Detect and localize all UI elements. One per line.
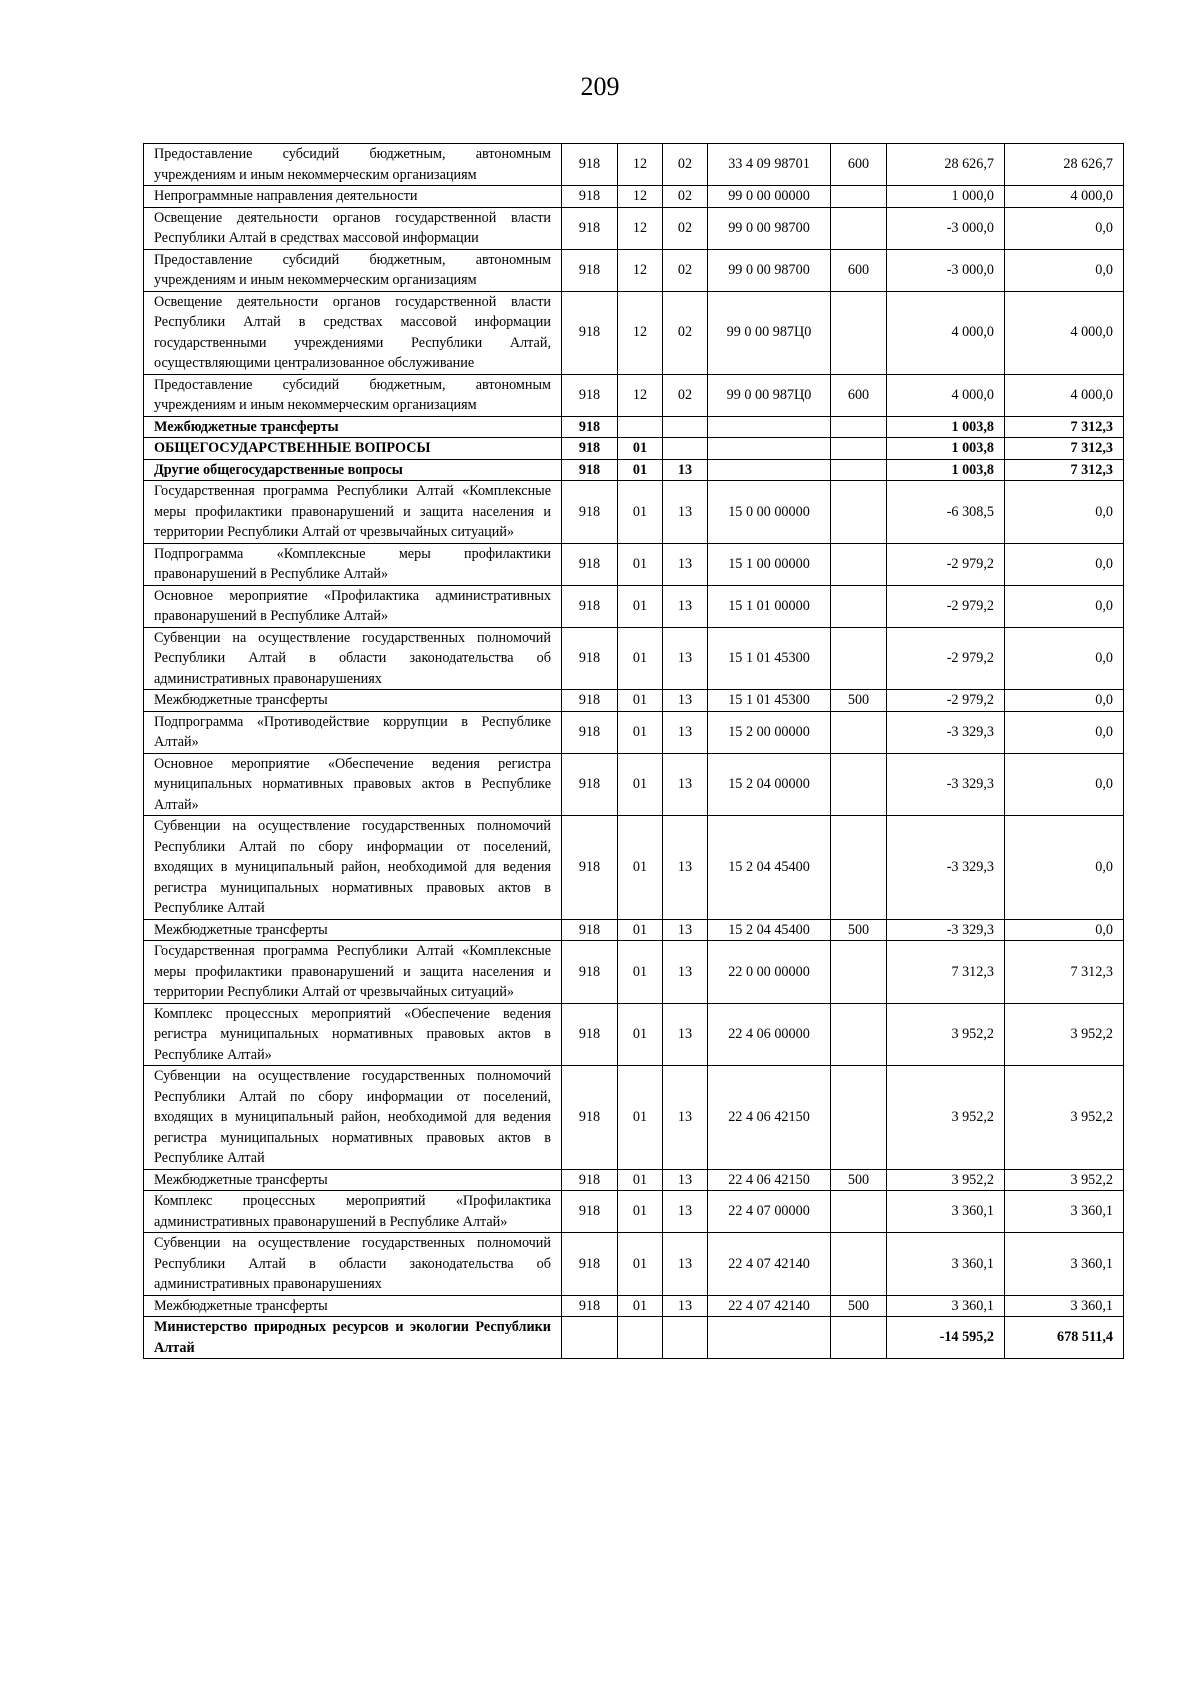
expense-type-cell — [831, 186, 887, 208]
admin-code-cell: 918 — [562, 543, 618, 585]
admin-code-cell: 918 — [562, 711, 618, 753]
item-name-cell: Комплекс процессных мероприятий «Обеспечение ведения регистра муниципальных нормативных правовых актов в Республике Алтай» — [144, 1003, 562, 1066]
expense-type-cell — [831, 941, 887, 1004]
page-number: 209 — [580, 72, 620, 101]
item-name-cell: Межбюджетные трансферты — [144, 1169, 562, 1191]
item-name-cell: Освещение деятельности органов государственной власти Республики Алтай в средствах массовой информации государственными учреждениями Республики Алтай, осуществляющими централизованное обслуживание — [144, 291, 562, 374]
admin-code-cell: 918 — [562, 438, 618, 460]
section-cell: 12 — [618, 144, 663, 186]
amount-total-cell: 0,0 — [1005, 816, 1124, 920]
target-article-cell: 22 4 06 42150 — [708, 1169, 831, 1191]
target-article-cell — [708, 1317, 831, 1359]
amount-change-cell: 4 000,0 — [887, 374, 1005, 416]
target-article-cell: 15 0 00 00000 — [708, 481, 831, 544]
section-cell: 01 — [618, 1066, 663, 1170]
amount-change-cell: 3 952,2 — [887, 1169, 1005, 1191]
expense-type-cell — [831, 291, 887, 374]
table-row — [144, 438, 1124, 460]
amount-total-cell: 0,0 — [1005, 753, 1124, 816]
admin-code-cell — [562, 1317, 618, 1359]
amount-change-cell: -6 308,5 — [887, 481, 1005, 544]
expense-type-cell: 500 — [831, 1169, 887, 1191]
target-article-cell: 22 0 00 00000 — [708, 941, 831, 1004]
table-row — [144, 1317, 1124, 1359]
expense-type-cell: 600 — [831, 249, 887, 291]
amount-total-cell: 0,0 — [1005, 585, 1124, 627]
expense-type-cell — [831, 459, 887, 481]
item-name-cell: Подпрограмма «Противодействие коррупции в Республике Алтай» — [144, 711, 562, 753]
expense-type-cell — [831, 1191, 887, 1233]
amount-change-cell: -3 329,3 — [887, 816, 1005, 920]
table-row — [144, 1191, 1124, 1233]
amount-change-cell: 3 952,2 — [887, 1066, 1005, 1170]
amount-change-cell: -3 000,0 — [887, 207, 1005, 249]
target-article-cell: 99 0 00 987Ц0 — [708, 374, 831, 416]
item-name-cell: Непрограммные направления деятельности — [144, 186, 562, 208]
amount-change-cell: 3 360,1 — [887, 1233, 1005, 1296]
amount-total-cell: 3 360,1 — [1005, 1295, 1124, 1317]
admin-code-cell: 918 — [562, 753, 618, 816]
target-article-cell: 22 4 06 00000 — [708, 1003, 831, 1066]
item-name-cell: Субвенции на осуществление государственных полномочий Республики Алтай по сбору информации от поселений, входящих в муниципальный район, необходимой для ведения регистра муниципальных нормативных правовых актов в Республике Алтай — [144, 1066, 562, 1170]
subsection-cell: 13 — [663, 585, 708, 627]
section-cell: 12 — [618, 249, 663, 291]
amount-total-cell: 0,0 — [1005, 207, 1124, 249]
target-article-cell: 15 2 04 45400 — [708, 816, 831, 920]
item-name-cell: Предоставление субсидий бюджетным, автономным учреждениям и иным некоммерческим организациям — [144, 144, 562, 186]
amount-change-cell: 7 312,3 — [887, 941, 1005, 1004]
section-cell: 01 — [618, 753, 663, 816]
amount-change-cell: -3 329,3 — [887, 753, 1005, 816]
item-name-cell: Предоставление субсидий бюджетным, автономным учреждениям и иным некоммерческим организациям — [144, 249, 562, 291]
amount-change-cell: -3 000,0 — [887, 249, 1005, 291]
section-cell — [618, 416, 663, 438]
subsection-cell: 02 — [663, 249, 708, 291]
table-row — [144, 1233, 1124, 1296]
amount-total-cell: 7 312,3 — [1005, 941, 1124, 1004]
subsection-cell: 13 — [663, 543, 708, 585]
amount-change-cell: 3 360,1 — [887, 1295, 1005, 1317]
admin-code-cell: 918 — [562, 481, 618, 544]
item-name-cell: Другие общегосударственные вопросы — [144, 459, 562, 481]
subsection-cell: 13 — [663, 711, 708, 753]
table-row — [144, 144, 1124, 186]
expense-type-cell: 500 — [831, 1295, 887, 1317]
amount-change-cell: 3 952,2 — [887, 1003, 1005, 1066]
table-row — [144, 941, 1124, 1004]
section-cell: 01 — [618, 816, 663, 920]
subsection-cell: 13 — [663, 816, 708, 920]
item-name-cell: Межбюджетные трансферты — [144, 1295, 562, 1317]
target-article-cell: 15 2 04 00000 — [708, 753, 831, 816]
subsection-cell: 13 — [663, 1003, 708, 1066]
subsection-cell: 13 — [663, 1169, 708, 1191]
target-article-cell: 99 0 00 987Ц0 — [708, 291, 831, 374]
table-row — [144, 585, 1124, 627]
amount-change-cell: -14 595,2 — [887, 1317, 1005, 1359]
table-row — [144, 481, 1124, 544]
table-row — [144, 753, 1124, 816]
amount-total-cell: 28 626,7 — [1005, 144, 1124, 186]
amount-change-cell: -2 979,2 — [887, 585, 1005, 627]
section-cell: 01 — [618, 481, 663, 544]
admin-code-cell: 918 — [562, 374, 618, 416]
target-article-cell: 99 0 00 98700 — [708, 207, 831, 249]
expense-type-cell — [831, 438, 887, 460]
admin-code-cell: 918 — [562, 919, 618, 941]
subsection-cell — [663, 438, 708, 460]
item-name-cell: ОБЩЕГОСУДАРСТВЕННЫЕ ВОПРОСЫ — [144, 438, 562, 460]
expense-type-cell: 600 — [831, 374, 887, 416]
expense-type-cell: 600 — [831, 144, 887, 186]
amount-change-cell: -2 979,2 — [887, 627, 1005, 690]
admin-code-cell: 918 — [562, 816, 618, 920]
item-name-cell: Основное мероприятие «Профилактика административных правонарушений в Республике Алтай» — [144, 585, 562, 627]
table-row — [144, 919, 1124, 941]
admin-code-cell: 918 — [562, 1003, 618, 1066]
section-cell: 01 — [618, 919, 663, 941]
admin-code-cell: 918 — [562, 690, 618, 712]
table-row — [144, 816, 1124, 920]
expense-type-cell: 500 — [831, 919, 887, 941]
section-cell: 01 — [618, 1003, 663, 1066]
table-row — [144, 627, 1124, 690]
subsection-cell: 02 — [663, 291, 708, 374]
amount-change-cell: 3 360,1 — [887, 1191, 1005, 1233]
item-name-cell: Межбюджетные трансферты — [144, 690, 562, 712]
section-cell: 12 — [618, 207, 663, 249]
amount-change-cell: -3 329,3 — [887, 711, 1005, 753]
amount-total-cell: 0,0 — [1005, 690, 1124, 712]
amount-change-cell: 1 000,0 — [887, 186, 1005, 208]
table-row — [144, 291, 1124, 374]
target-article-cell — [708, 459, 831, 481]
target-article-cell: 99 0 00 98700 — [708, 249, 831, 291]
expense-type-cell — [831, 1233, 887, 1296]
target-article-cell — [708, 416, 831, 438]
section-cell: 01 — [618, 459, 663, 481]
item-name-cell: Комплекс процессных мероприятий «Профилактика административных правонарушений в Республике Алтай» — [144, 1191, 562, 1233]
expense-type-cell — [831, 711, 887, 753]
table-row — [144, 416, 1124, 438]
section-cell: 01 — [618, 1191, 663, 1233]
admin-code-cell: 918 — [562, 1295, 618, 1317]
amount-total-cell: 7 312,3 — [1005, 416, 1124, 438]
subsection-cell: 13 — [663, 627, 708, 690]
admin-code-cell: 918 — [562, 1233, 618, 1296]
target-article-cell — [708, 438, 831, 460]
amount-total-cell: 4 000,0 — [1005, 291, 1124, 374]
section-cell: 01 — [618, 1169, 663, 1191]
subsection-cell — [663, 1317, 708, 1359]
target-article-cell: 15 2 04 45400 — [708, 919, 831, 941]
amount-total-cell: 4 000,0 — [1005, 374, 1124, 416]
amount-change-cell: -2 979,2 — [887, 690, 1005, 712]
subsection-cell: 13 — [663, 481, 708, 544]
table-row — [144, 1066, 1124, 1170]
subsection-cell: 13 — [663, 1066, 708, 1170]
subsection-cell: 13 — [663, 1295, 708, 1317]
target-article-cell: 22 4 07 42140 — [708, 1295, 831, 1317]
table-row — [144, 1169, 1124, 1191]
item-name-cell: Основное мероприятие «Обеспечение ведения регистра муниципальных нормативных правовых актов в Республике Алтай» — [144, 753, 562, 816]
amount-total-cell: 3 360,1 — [1005, 1233, 1124, 1296]
section-cell: 12 — [618, 186, 663, 208]
budget-table-body — [144, 144, 1124, 1359]
subsection-cell: 02 — [663, 144, 708, 186]
amount-total-cell: 0,0 — [1005, 627, 1124, 690]
subsection-cell: 02 — [663, 374, 708, 416]
admin-code-cell: 918 — [562, 249, 618, 291]
amount-total-cell: 3 952,2 — [1005, 1003, 1124, 1066]
amount-total-cell: 0,0 — [1005, 543, 1124, 585]
amount-total-cell: 7 312,3 — [1005, 438, 1124, 460]
amount-change-cell: -3 329,3 — [887, 919, 1005, 941]
table-row — [144, 186, 1124, 208]
item-name-cell: Субвенции на осуществление государственных полномочий Республики Алтай в области законодательства об административных правонарушениях — [144, 627, 562, 690]
table-row — [144, 459, 1124, 481]
item-name-cell: Подпрограмма «Комплексные меры профилактики правонарушений в Республике Алтай» — [144, 543, 562, 585]
section-cell: 01 — [618, 711, 663, 753]
target-article-cell: 15 1 01 45300 — [708, 627, 831, 690]
expense-type-cell — [831, 585, 887, 627]
item-name-cell: Освещение деятельности органов государственной власти Республики Алтай в средствах массовой информации — [144, 207, 562, 249]
table-row — [144, 1295, 1124, 1317]
admin-code-cell: 918 — [562, 144, 618, 186]
admin-code-cell: 918 — [562, 941, 618, 1004]
target-article-cell: 15 2 00 00000 — [708, 711, 831, 753]
amount-total-cell: 3 952,2 — [1005, 1169, 1124, 1191]
admin-code-cell: 918 — [562, 1169, 618, 1191]
section-cell: 01 — [618, 438, 663, 460]
amount-total-cell: 3 952,2 — [1005, 1066, 1124, 1170]
table-row — [144, 711, 1124, 753]
table-row — [144, 543, 1124, 585]
target-article-cell: 22 4 07 00000 — [708, 1191, 831, 1233]
section-cell: 12 — [618, 291, 663, 374]
subsection-cell: 02 — [663, 207, 708, 249]
admin-code-cell: 918 — [562, 291, 618, 374]
target-article-cell: 15 1 01 45300 — [708, 690, 831, 712]
item-name-cell: Государственная программа Республики Алтай «Комплексные меры профилактики правонарушений и защита населения и территории Республики Алтай от чрезвычайных ситуаций» — [144, 481, 562, 544]
expense-type-cell — [831, 207, 887, 249]
expense-type-cell — [831, 543, 887, 585]
section-cell: 01 — [618, 627, 663, 690]
amount-change-cell: 28 626,7 — [887, 144, 1005, 186]
target-article-cell: 33 4 09 98701 — [708, 144, 831, 186]
amount-total-cell: 0,0 — [1005, 481, 1124, 544]
amount-total-cell: 3 360,1 — [1005, 1191, 1124, 1233]
expense-type-cell: 500 — [831, 690, 887, 712]
item-name-cell: Субвенции на осуществление государственных полномочий Республики Алтай в области законодательства об административных правонарушениях — [144, 1233, 562, 1296]
admin-code-cell: 918 — [562, 585, 618, 627]
subsection-cell: 13 — [663, 1191, 708, 1233]
amount-total-cell: 0,0 — [1005, 249, 1124, 291]
expense-type-cell — [831, 816, 887, 920]
section-cell: 01 — [618, 543, 663, 585]
amount-total-cell: 678 511,4 — [1005, 1317, 1124, 1359]
admin-code-cell: 918 — [562, 1066, 618, 1170]
subsection-cell: 13 — [663, 753, 708, 816]
expense-type-cell — [831, 627, 887, 690]
admin-code-cell: 918 — [562, 627, 618, 690]
item-name-cell: Межбюджетные трансферты — [144, 919, 562, 941]
amount-change-cell: 1 003,8 — [887, 416, 1005, 438]
admin-code-cell: 918 — [562, 207, 618, 249]
target-article-cell: 22 4 06 42150 — [708, 1066, 831, 1170]
expense-type-cell — [831, 481, 887, 544]
subsection-cell: 13 — [663, 690, 708, 712]
item-name-cell: Предоставление субсидий бюджетным, автономным учреждениям и иным некоммерческим организациям — [144, 374, 562, 416]
section-cell: 01 — [618, 1233, 663, 1296]
expense-type-cell — [831, 416, 887, 438]
table-row — [144, 374, 1124, 416]
item-name-cell: Министерство природных ресурсов и экологии Республики Алтай — [144, 1317, 562, 1359]
admin-code-cell: 918 — [562, 416, 618, 438]
table-row — [144, 207, 1124, 249]
budget-table — [143, 143, 1124, 1359]
target-article-cell: 22 4 07 42140 — [708, 1233, 831, 1296]
expense-type-cell — [831, 1066, 887, 1170]
target-article-cell: 15 1 00 00000 — [708, 543, 831, 585]
expense-type-cell — [831, 1003, 887, 1066]
item-name-cell: Субвенции на осуществление государственных полномочий Республики Алтай по сбору информации от поселений, входящих в муниципальный район, необходимой для ведения регистра муниципальных нормативных правовых актов в Республике Алтай — [144, 816, 562, 920]
table-row — [144, 1003, 1124, 1066]
table-row — [144, 249, 1124, 291]
expense-type-cell — [831, 1317, 887, 1359]
amount-total-cell: 4 000,0 — [1005, 186, 1124, 208]
amount-change-cell: 4 000,0 — [887, 291, 1005, 374]
amount-change-cell: 1 003,8 — [887, 438, 1005, 460]
section-cell: 01 — [618, 941, 663, 1004]
section-cell — [618, 1317, 663, 1359]
subsection-cell: 13 — [663, 459, 708, 481]
section-cell: 01 — [618, 690, 663, 712]
section-cell: 01 — [618, 1295, 663, 1317]
target-article-cell: 99 0 00 00000 — [708, 186, 831, 208]
subsection-cell: 13 — [663, 1233, 708, 1296]
section-cell: 12 — [618, 374, 663, 416]
subsection-cell — [663, 416, 708, 438]
section-cell: 01 — [618, 585, 663, 627]
amount-total-cell: 0,0 — [1005, 711, 1124, 753]
item-name-cell: Межбюджетные трансферты — [144, 416, 562, 438]
admin-code-cell: 918 — [562, 186, 618, 208]
amount-total-cell: 7 312,3 — [1005, 459, 1124, 481]
admin-code-cell: 918 — [562, 1191, 618, 1233]
amount-change-cell: 1 003,8 — [887, 459, 1005, 481]
subsection-cell: 02 — [663, 186, 708, 208]
item-name-cell: Государственная программа Республики Алтай «Комплексные меры профилактики правонарушений и защита населения и территории Республики Алтай от чрезвычайных ситуаций» — [144, 941, 562, 1004]
subsection-cell: 13 — [663, 919, 708, 941]
target-article-cell: 15 1 01 00000 — [708, 585, 831, 627]
expense-type-cell — [831, 753, 887, 816]
amount-total-cell: 0,0 — [1005, 919, 1124, 941]
amount-change-cell: -2 979,2 — [887, 543, 1005, 585]
admin-code-cell: 918 — [562, 459, 618, 481]
subsection-cell: 13 — [663, 941, 708, 1004]
table-row — [144, 690, 1124, 712]
